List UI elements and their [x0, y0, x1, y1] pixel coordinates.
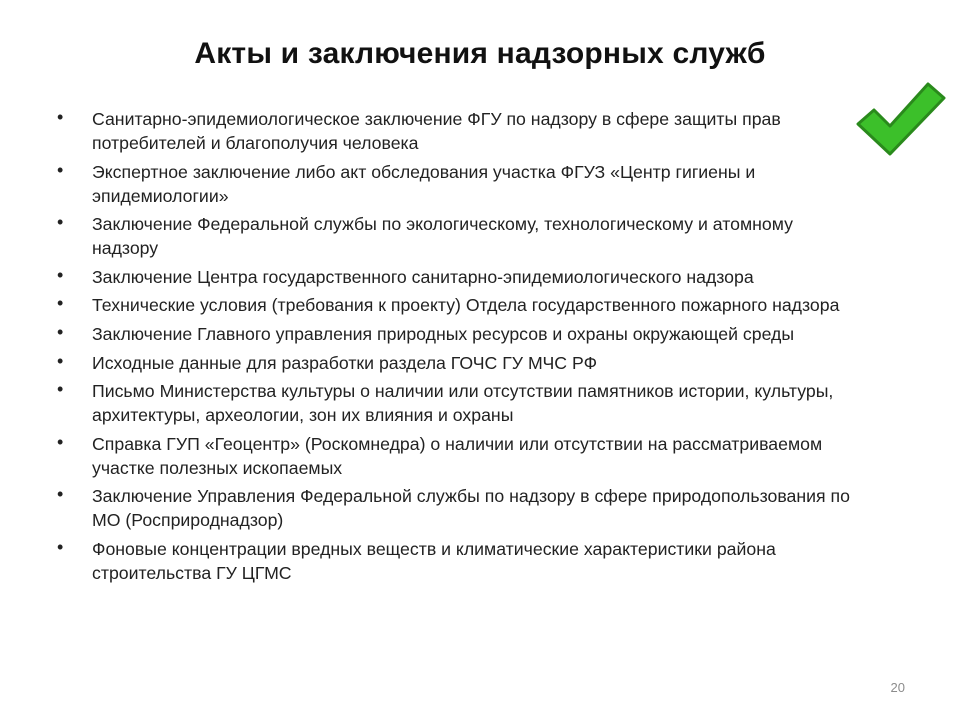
list-item: [57, 537, 857, 585]
list-item-text: Фоновые концентрации вредных веществ и климатические характеристики района строительства ГУ ЦГМС: [92, 538, 776, 583]
list-item-text: Заключение Федеральной службы по экологическому, технологическому и атомному надзору: [92, 214, 793, 259]
slide-title: Акты и заключения надзорных служб: [194, 37, 766, 70]
bullet-icon: •: [57, 107, 64, 127]
list-item-text: Технические условия (требования к проекту) Отдела государственного пожарного надзора: [92, 295, 840, 316]
page-number: 20: [890, 680, 905, 695]
list-item: [57, 265, 857, 289]
list-item-text: Заключение Управления Федеральной службы по надзору в сфере природопользования по МО (Росприроднадзор): [92, 486, 850, 531]
bullet-icon: •: [57, 159, 64, 180]
list-item: [57, 379, 857, 427]
bullet-icon: •: [57, 484, 64, 505]
list-item-text: Экспертное заключение либо акт обследования участка ФГУЗ «Центр гигиены и эпидемиологии»: [92, 161, 756, 206]
list-item: [57, 351, 857, 375]
bullet-icon: •: [57, 212, 64, 233]
checkmark-icon: [852, 74, 948, 164]
list-item-text: Санитарно-эпидемиологическое заключение ФГУ по надзору в сфере защиты прав потребителей и благополучия человека: [92, 109, 781, 153]
list-item-text: Справка ГУП «Геоцентр» (Роскомнедра) о наличии или отсутствии на рассматриваемом участке полезных ископаемых: [92, 433, 823, 478]
list-item: [57, 212, 857, 260]
bullet-icon: •: [57, 293, 64, 314]
list-item: [57, 293, 857, 317]
list-item: [57, 432, 857, 480]
list-item-text: Заключение Главного управления природных ресурсов и охраны окружающей среды: [92, 323, 795, 344]
bullet-icon: •: [57, 379, 64, 400]
bullet-icon: •: [57, 264, 64, 285]
list-item-text: Исходные данные для разработки раздела ГОЧС ГУ МЧС РФ: [92, 352, 598, 373]
list-item: [57, 107, 857, 155]
bullet-icon: •: [57, 536, 64, 557]
bullet-icon: •: [57, 321, 64, 342]
bullet-icon: •: [57, 350, 64, 371]
bullet-icon: •: [57, 431, 64, 452]
bullet-list: [57, 107, 857, 590]
list-item-text: Письмо Министерства культуры о наличии или отсутствии памятников истории, культуры, архитектуры, археологии, зон их влияния и охраны: [92, 381, 834, 426]
list-item-text: Заключение Центра государственного санитарно-эпидемиологического надзора: [92, 266, 754, 287]
list-item: [57, 484, 857, 532]
list-item: [57, 322, 857, 346]
list-item: [57, 160, 857, 208]
